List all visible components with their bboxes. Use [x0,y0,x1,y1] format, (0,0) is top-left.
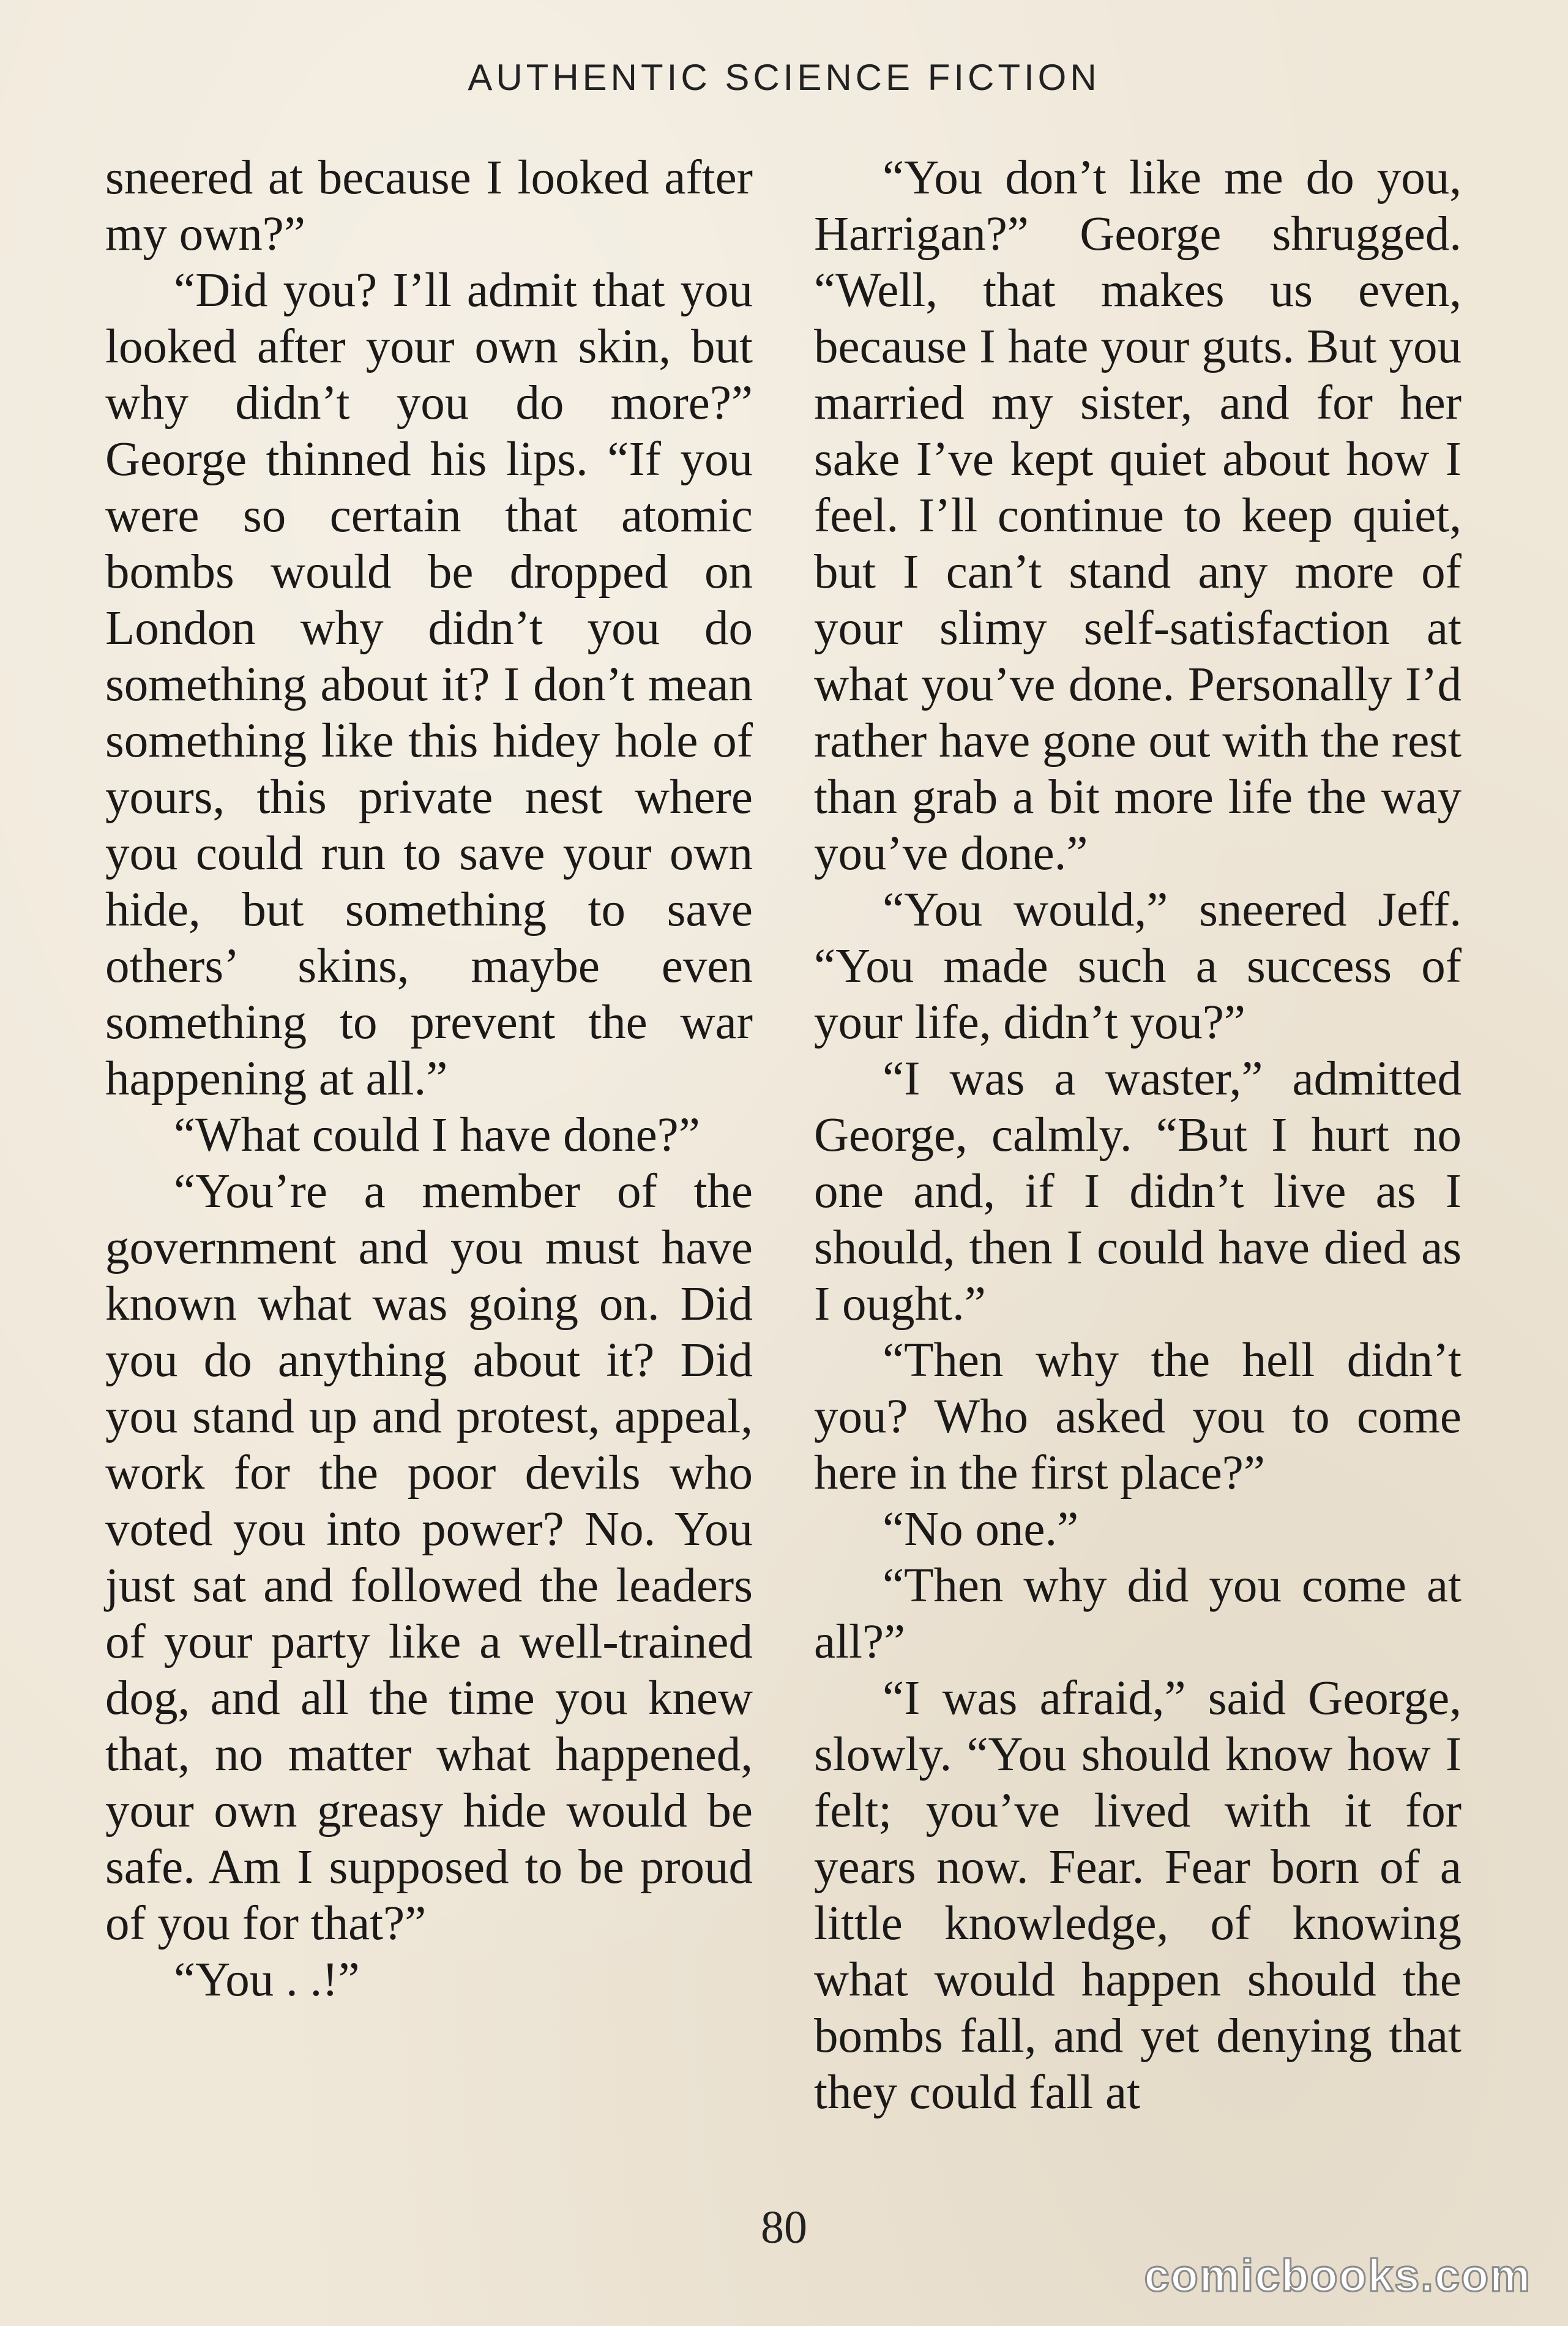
paragraph: “You don’t like me do you, Harrigan?” George shrugged. “Well, that makes us even, because I hate your guts. But you married my sister, and for her sake I’ve kept quiet about how I feel. I’ll continue to keep quiet, but I can’t stand any more of your slimy self-satisfaction at what you’ve done. Personally I’d rather have gone out with the rest than grab a bit more life the way you’ve done.” [814,151,1462,880]
paragraph: “You’re a member of the government and you must have known what was going on. Did you do anything about it? Did you stand up and protest, appeal, work for the poor devils who voted you into power? No. You just sat and followed the leaders of your party like a well-trained dog, and all the time you knew that, no matter what happened, your own greasy hide would be safe. Am I supposed to be proud of you for that?” [105,1165,753,1950]
running-head: AUTHENTIC SCIENCE FICTION [468,57,1100,98]
paragraph: “Did you? I’ll admit that you looked after your own skin, but why didn’t you do more?” George thinned his lips. “If you were so certain that atomic bombs would be dropped on London why didn’t you do something about it? I don’t mean something like this hidey hole of yours, this private nest where you could run to save your own hide, but something to save others’ skins, maybe even something to prevent the war happening at all.” [105,264,753,1105]
right-column [814,150,1462,2121]
watermark: comicbooks.com [1144,2250,1531,2301]
paragraph: “I was a waster,” admitted George, calmly. “But I hurt no one and, if I didn’t live as I should, then I could have died as I ought.” [814,1052,1462,1331]
paragraph: “Then why the hell didn’t you? Who asked you to come here in the first place?” [814,1334,1462,1500]
paragraph: “What could I have done?” [174,1109,700,1162]
paragraph: “You . .!” [174,1953,360,2006]
paragraph: “Then why did you come at all?” [814,1559,1462,1669]
paragraph: “I was afraid,” said George, slowly. “You should know how I felt; you’ve lived with it for years now. Fear. Fear born of a little knowledge, of knowing what would happen should the bombs fall, and yet denying that they could fall at [814,1672,1462,2119]
paragraph: sneered at because I looked after my own?” [105,151,753,261]
paragraph: “You would,” sneered Jeff. “You made such a success of your life, didn’t you?” [814,883,1462,1049]
page-number: 80 [761,2202,807,2253]
paragraph: “No one.” [883,1503,1079,1556]
left-column [105,150,753,2008]
